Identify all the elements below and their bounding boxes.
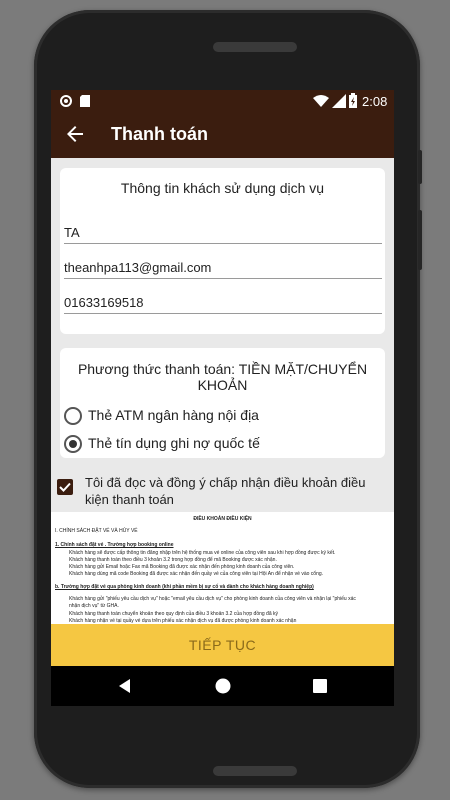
customer-info-card bbox=[60, 168, 385, 334]
phone-input[interactable] bbox=[64, 291, 382, 314]
nav-home-icon[interactable] bbox=[213, 676, 233, 696]
payment-method-card bbox=[60, 348, 385, 458]
top-speaker bbox=[213, 42, 297, 52]
battery-charging-icon bbox=[349, 93, 357, 108]
terms-line: Khách hàng thanh toán theo điều 3 khoản 3.2 trong hợp đồng để mã Booking được xác nhận. bbox=[69, 557, 277, 563]
signal-icon bbox=[332, 94, 346, 108]
payment-option-credit-card[interactable] bbox=[64, 433, 364, 455]
terms-line: b. Trường hợp đặt vé qua phòng kinh doanh (khi phần mềm bị sự cố và dành cho khách hàng doanh nghiệp) bbox=[55, 584, 314, 590]
checkmark-icon bbox=[57, 479, 73, 495]
nav-back-icon[interactable] bbox=[115, 676, 135, 696]
customer-info-heading: Thông tin khách sử dụng dịch vụ bbox=[120, 180, 325, 196]
bottom-speaker bbox=[213, 766, 297, 776]
payment-method-heading: Phương thức thanh toán: TIỀN MẶT/CHUYỂN KHOẢN bbox=[77, 361, 368, 393]
name-input[interactable] bbox=[64, 221, 382, 244]
terms-line: Khách hàng gửi "phiếu yêu cầu dịch vụ" hoặc "email yêu cầu dịch vụ" cho phòng kinh doanh của công viên và nhận lại "phiếu xác bbox=[69, 596, 356, 602]
power-button bbox=[418, 150, 422, 184]
payment-option-label: Thẻ tín dụng ghi nợ quốc tế bbox=[88, 435, 260, 451]
notification-circle-icon bbox=[59, 94, 73, 108]
continue-button[interactable]: TIẾP TỤC bbox=[51, 624, 394, 666]
status-time: 2:08 bbox=[362, 94, 388, 109]
payment-option-atm[interactable] bbox=[64, 405, 364, 427]
agree-checkbox[interactable] bbox=[57, 479, 73, 495]
terms-line: Khách hàng thanh toán chuyển khoản theo quy định của điều 3 khoản 3.2 của hợp đồng đã ký bbox=[69, 611, 278, 617]
navigation-bar bbox=[51, 666, 394, 706]
volume-button bbox=[418, 210, 422, 270]
sd-card-icon bbox=[79, 94, 91, 108]
terms-title: ĐIỀU KHOẢN ĐIỀU KIỆN bbox=[193, 516, 252, 522]
screen bbox=[51, 90, 394, 706]
status-bar bbox=[51, 90, 394, 112]
wifi-icon bbox=[313, 94, 329, 108]
radio-checked-icon[interactable] bbox=[64, 435, 82, 453]
terms-line: I. CHÍNH SÁCH ĐẶT VÉ VÀ HỦY VÉ bbox=[55, 528, 138, 534]
terms-line: 1. Chính sách đặt vé . Trường hợp booking online bbox=[55, 542, 174, 548]
terms-document bbox=[51, 512, 394, 624]
radio-unchecked-icon[interactable] bbox=[64, 407, 82, 425]
email-input[interactable] bbox=[64, 256, 382, 279]
agree-text: Tôi đã đọc và đồng ý chấp nhận điều khoản điều kiện thanh toán bbox=[85, 475, 366, 507]
app-bar bbox=[51, 112, 394, 158]
terms-line: Khách hàng sẽ được cấp thông tin đăng nhập trên hệ thống mua vé online của công viên sau khi hợp đồng được ký kết. bbox=[69, 550, 336, 556]
terms-line: nhận dịch vụ" từ GHA. bbox=[69, 603, 119, 609]
page-title: Thanh toán bbox=[111, 124, 208, 144]
nav-recents-icon[interactable] bbox=[310, 676, 330, 696]
terms-line: Khách hàng gửi Email hoặc Fax mã Booking đã được xác nhận đến phòng kinh doanh của công viên. bbox=[69, 564, 295, 570]
terms-line: Khách hàng dùng mã code Booking đã được xác nhận đến quầy vé của công viên tại Hội An để nhận vé vào cổng. bbox=[69, 571, 324, 577]
payment-option-label: Thẻ ATM ngân hàng nội địa bbox=[88, 407, 259, 423]
back-arrow-icon[interactable] bbox=[63, 122, 87, 146]
terms-line: Khách hàng nhận vé tại quầy vé dựa trên phiếu xác nhận dịch vụ đã được phòng kinh doanh xác nhận bbox=[69, 618, 297, 624]
